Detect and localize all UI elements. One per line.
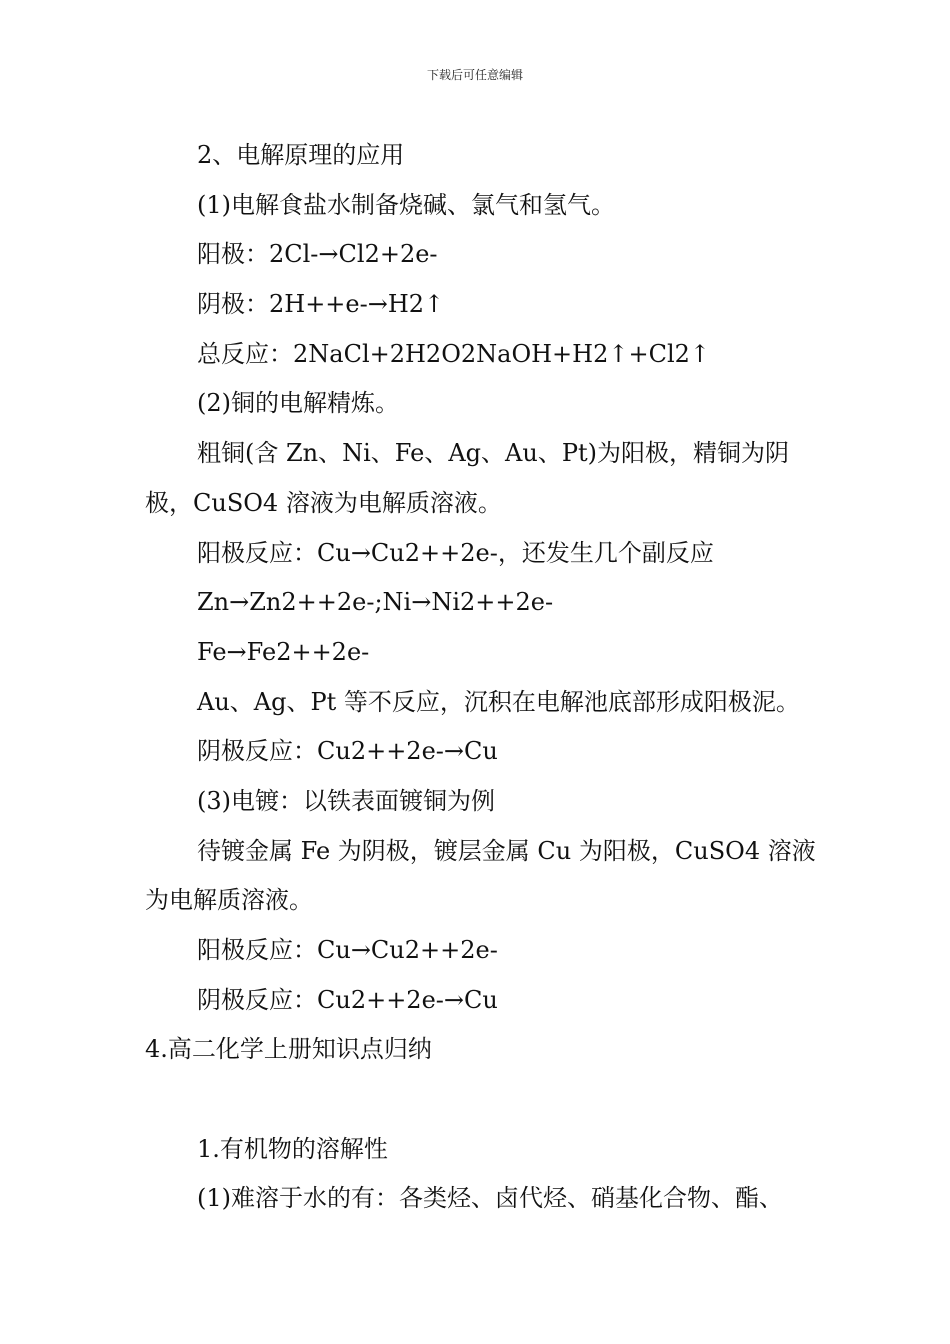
equation-line: 阴极：2H++e-→H2↑ [197,290,445,319]
subsection-heading: 1.有机物的溶解性 [197,1134,388,1163]
paragraph: (1)难溶于水的有：各类烃、卤代烃、硝基化合物、酯、 [197,1184,783,1213]
equation-line: 阴极反应：Cu2++2e-→Cu [197,985,498,1014]
paragraph: 粗铜(含 Zn、Ni、Fe、Ag、Au、Pt)为阳极，精铜为阴 [197,439,789,468]
equation-line: Zn→Zn2++2e-;Ni→Ni2++2e- [197,588,554,617]
paragraph-continuation: 极，CuSO4 溶液为电解质溶液。 [145,488,502,517]
paragraph-continuation: 为电解质溶液。 [145,886,313,915]
paragraph: (2)铜的电解精炼。 [197,389,399,418]
blank-line [145,1075,825,1125]
paragraph: 待镀金属 Fe 为阴极，镀层金属 Cu 为阳极，CuSO4 溶液 [197,836,816,865]
document-body [145,131,825,1224]
page-header: 下载后可任意编辑 [426,68,523,82]
equation-line: 总反应：2NaCl+2H2O2NaOH+H2↑+Cl2↑ [197,339,710,368]
paragraph: 阳极反应：Cu→Cu2++2e-，还发生几个副反应 [197,538,714,567]
equation-line: Fe→Fe2++2e- [197,637,370,666]
paragraph: Au、Ag、Pt 等不反应，沉积在电解池底部形成阳极泥。 [197,687,800,716]
paragraph: (1)电解食盐水制备烧碱、氯气和氢气。 [197,190,615,219]
paragraph: (3)电镀：以铁表面镀铜为例 [197,786,495,815]
section-heading: 2、电解原理的应用 [197,141,405,169]
equation-line: 阳极：2Cl-→Cl2+2e- [197,240,438,269]
section-heading: 4.高二化学上册知识点归纳 [145,1035,432,1064]
equation-line: 阳极反应：Cu→Cu2++2e- [197,936,498,964]
equation-line: 阴极反应：Cu2++2e-→Cu [197,737,498,766]
